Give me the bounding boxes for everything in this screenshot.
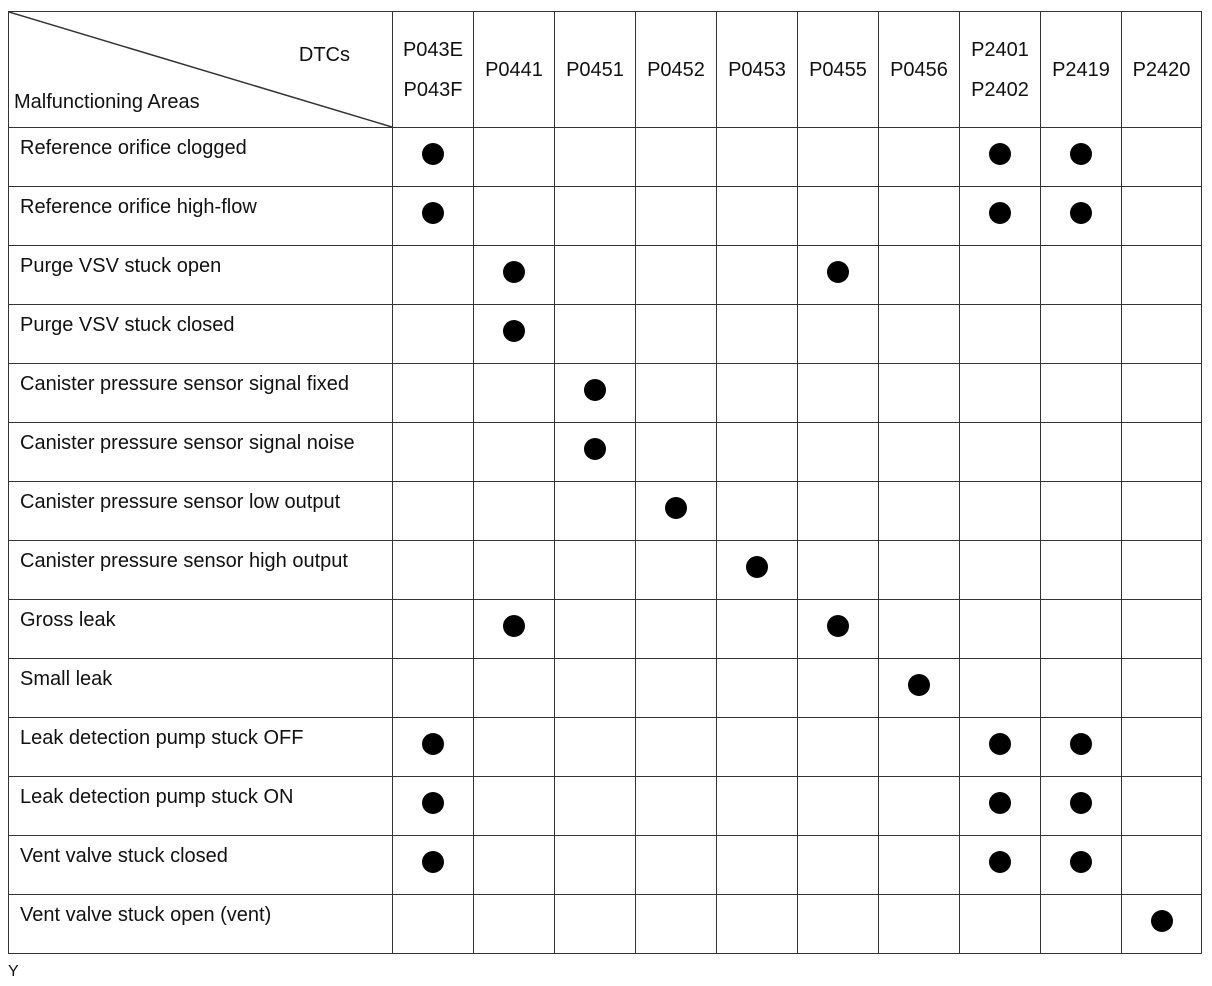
matrix-cell xyxy=(798,187,879,246)
matrix-cell xyxy=(717,836,798,895)
matrix-cell xyxy=(1041,305,1122,364)
dtc-code-label: P0456 xyxy=(890,58,948,81)
matrix-cell xyxy=(879,659,960,718)
matrix-cell xyxy=(717,777,798,836)
matrix-cell xyxy=(879,305,960,364)
matrix-cell xyxy=(393,600,474,659)
applicable-dot-icon xyxy=(1070,143,1092,165)
matrix-cell xyxy=(798,246,879,305)
dtc-column-header xyxy=(717,12,798,128)
corner-header-cell xyxy=(9,12,393,128)
matrix-cell xyxy=(879,895,960,954)
matrix-cell xyxy=(960,718,1041,777)
matrix-cell xyxy=(798,128,879,187)
matrix-cell xyxy=(1041,541,1122,600)
matrix-cell xyxy=(636,187,717,246)
matrix-cell xyxy=(636,423,717,482)
matrix-cell xyxy=(798,482,879,541)
matrix-cell xyxy=(555,718,636,777)
matrix-cell xyxy=(798,836,879,895)
matrix-cell xyxy=(717,482,798,541)
table-row xyxy=(9,600,1202,659)
matrix-cell xyxy=(960,187,1041,246)
matrix-cell xyxy=(717,246,798,305)
matrix-cell xyxy=(636,482,717,541)
matrix-cell xyxy=(798,305,879,364)
matrix-cell xyxy=(1122,423,1202,482)
applicable-dot-icon xyxy=(908,674,930,696)
matrix-cell xyxy=(1122,659,1202,718)
matrix-cell xyxy=(960,423,1041,482)
matrix-cell xyxy=(960,895,1041,954)
malfunction-area-label: Purge VSV stuck open xyxy=(9,246,393,305)
table-row xyxy=(9,777,1202,836)
matrix-cell xyxy=(1041,777,1122,836)
matrix-cell xyxy=(636,128,717,187)
matrix-cell xyxy=(1122,895,1202,954)
dtc-code-label: P2420 xyxy=(1132,58,1191,81)
applicable-dot-icon xyxy=(827,615,849,637)
matrix-cell xyxy=(393,246,474,305)
applicable-dot-icon xyxy=(989,733,1011,755)
matrix-cell xyxy=(1122,600,1202,659)
matrix-cell xyxy=(555,541,636,600)
matrix-cell xyxy=(798,659,879,718)
applicable-dot-icon xyxy=(503,615,525,637)
malfunctioning-areas-header-label: Malfunctioning Areas xyxy=(14,91,200,113)
matrix-cell xyxy=(879,482,960,541)
matrix-cell xyxy=(474,718,555,777)
matrix-cell xyxy=(393,777,474,836)
matrix-cell xyxy=(474,128,555,187)
dtc-code-label: P2402 xyxy=(971,78,1029,101)
matrix-cell xyxy=(879,718,960,777)
matrix-cell xyxy=(879,836,960,895)
matrix-cell xyxy=(879,187,960,246)
malfunction-area-label: Gross leak xyxy=(9,600,393,659)
matrix-cell xyxy=(717,541,798,600)
matrix-cell xyxy=(474,600,555,659)
matrix-cell xyxy=(960,246,1041,305)
matrix-cell xyxy=(1041,895,1122,954)
matrix-cell xyxy=(636,718,717,777)
table-row xyxy=(9,836,1202,895)
matrix-cell xyxy=(1122,305,1202,364)
matrix-cell xyxy=(636,364,717,423)
matrix-cell xyxy=(960,777,1041,836)
matrix-cell xyxy=(960,128,1041,187)
matrix-cell xyxy=(555,246,636,305)
dtc-code-label: P0441 xyxy=(485,58,543,81)
table-row xyxy=(9,541,1202,600)
malfunction-area-label: Canister pressure sensor signal fixed xyxy=(9,364,393,423)
matrix-cell xyxy=(717,305,798,364)
applicable-dot-icon xyxy=(422,851,444,873)
matrix-cell xyxy=(393,541,474,600)
matrix-cell xyxy=(960,364,1041,423)
figure-code-label: Y xyxy=(8,963,19,980)
dtc-matrix-table xyxy=(8,11,1202,954)
matrix-cell xyxy=(555,777,636,836)
matrix-cell xyxy=(879,541,960,600)
matrix-cell xyxy=(1122,246,1202,305)
matrix-cell xyxy=(798,423,879,482)
matrix-cell xyxy=(474,187,555,246)
header-row xyxy=(9,12,1202,128)
matrix-cell xyxy=(393,128,474,187)
matrix-cell xyxy=(1122,777,1202,836)
matrix-cell xyxy=(1041,364,1122,423)
matrix-cell xyxy=(1041,600,1122,659)
applicable-dot-icon xyxy=(1151,910,1173,932)
matrix-cell xyxy=(717,128,798,187)
dtc-column-header xyxy=(636,12,717,128)
matrix-cell xyxy=(474,305,555,364)
dtc-column-header xyxy=(1041,12,1122,128)
malfunction-area-label: Vent valve stuck open (vent) xyxy=(9,895,393,954)
matrix-cell xyxy=(393,836,474,895)
matrix-cell xyxy=(393,187,474,246)
dtc-column-header xyxy=(879,12,960,128)
matrix-cell xyxy=(555,895,636,954)
matrix-cell xyxy=(636,246,717,305)
dtc-code-label: P2401 xyxy=(971,38,1029,61)
matrix-cell xyxy=(1041,128,1122,187)
applicable-dot-icon xyxy=(989,143,1011,165)
matrix-cell xyxy=(1041,246,1122,305)
matrix-cell xyxy=(474,246,555,305)
matrix-cell xyxy=(555,482,636,541)
matrix-cell xyxy=(1122,482,1202,541)
matrix-cell xyxy=(960,659,1041,718)
matrix-cell xyxy=(1041,482,1122,541)
matrix-cell xyxy=(555,187,636,246)
malfunction-area-label: Canister pressure sensor low output xyxy=(9,482,393,541)
table-row xyxy=(9,895,1202,954)
applicable-dot-icon xyxy=(422,792,444,814)
matrix-cell xyxy=(474,836,555,895)
table-row xyxy=(9,482,1202,541)
matrix-cell xyxy=(1122,187,1202,246)
matrix-cell xyxy=(393,482,474,541)
matrix-cell xyxy=(555,836,636,895)
matrix-cell xyxy=(1041,836,1122,895)
applicable-dot-icon xyxy=(989,851,1011,873)
applicable-dot-icon xyxy=(503,261,525,283)
malfunction-area-label: Small leak xyxy=(9,659,393,718)
applicable-dot-icon xyxy=(746,556,768,578)
table-row xyxy=(9,187,1202,246)
applicable-dot-icon xyxy=(1070,792,1092,814)
applicable-dot-icon xyxy=(422,733,444,755)
dtc-code-label: P0451 xyxy=(566,58,624,81)
matrix-cell xyxy=(960,600,1041,659)
matrix-cell xyxy=(1041,718,1122,777)
table-row xyxy=(9,128,1202,187)
dtc-code-label: P0452 xyxy=(647,58,705,81)
matrix-cell xyxy=(393,718,474,777)
applicable-dot-icon xyxy=(422,202,444,224)
applicable-dot-icon xyxy=(422,143,444,165)
malfunction-area-label: Canister pressure sensor signal noise xyxy=(9,423,393,482)
malfunction-area-label: Canister pressure sensor high output xyxy=(9,541,393,600)
table-row xyxy=(9,305,1202,364)
dtc-code-label: P043E xyxy=(402,38,464,61)
matrix-cell xyxy=(474,541,555,600)
dtc-column-header xyxy=(798,12,879,128)
matrix-cell xyxy=(1041,659,1122,718)
matrix-cell xyxy=(393,364,474,423)
matrix-cell xyxy=(474,895,555,954)
matrix-cell xyxy=(636,305,717,364)
matrix-cell xyxy=(636,836,717,895)
matrix-cell xyxy=(879,246,960,305)
matrix-cell xyxy=(1122,541,1202,600)
matrix-cell xyxy=(960,482,1041,541)
dtc-code-label: P2419 xyxy=(1052,58,1110,81)
malfunction-area-label: Vent valve stuck closed xyxy=(9,836,393,895)
dtc-code-label: P0453 xyxy=(728,58,786,81)
matrix-cell xyxy=(717,187,798,246)
applicable-dot-icon xyxy=(1070,851,1092,873)
matrix-cell xyxy=(555,364,636,423)
applicable-dot-icon xyxy=(827,261,849,283)
dtc-column-header xyxy=(1122,12,1202,128)
malfunction-area-label: Reference orifice clogged xyxy=(9,128,393,187)
matrix-cell xyxy=(1122,128,1202,187)
matrix-cell xyxy=(1041,187,1122,246)
matrix-cell xyxy=(393,659,474,718)
matrix-cell xyxy=(798,541,879,600)
matrix-cell xyxy=(960,541,1041,600)
malfunction-area-label: Leak detection pump stuck OFF xyxy=(9,718,393,777)
table-row xyxy=(9,246,1202,305)
dtc-column-header xyxy=(474,12,555,128)
applicable-dot-icon xyxy=(584,379,606,401)
matrix-cell xyxy=(717,423,798,482)
matrix-cell xyxy=(879,600,960,659)
applicable-dot-icon xyxy=(584,438,606,460)
matrix-cell xyxy=(636,777,717,836)
applicable-dot-icon xyxy=(665,497,687,519)
matrix-cell xyxy=(474,777,555,836)
matrix-cell xyxy=(717,659,798,718)
matrix-cell xyxy=(879,128,960,187)
matrix-cell xyxy=(798,600,879,659)
matrix-cell xyxy=(1041,423,1122,482)
matrix-cell xyxy=(1122,364,1202,423)
matrix-cell xyxy=(474,482,555,541)
matrix-cell xyxy=(555,305,636,364)
matrix-cell xyxy=(717,600,798,659)
applicable-dot-icon xyxy=(1070,733,1092,755)
table-row xyxy=(9,659,1202,718)
applicable-dot-icon xyxy=(989,202,1011,224)
matrix-cell xyxy=(555,659,636,718)
table-row xyxy=(9,718,1202,777)
matrix-cell xyxy=(798,777,879,836)
dtc-column-header xyxy=(555,12,636,128)
dtc-column-header xyxy=(393,12,474,128)
applicable-dot-icon xyxy=(503,320,525,342)
malfunction-area-label: Leak detection pump stuck ON xyxy=(9,777,393,836)
matrix-cell xyxy=(393,423,474,482)
matrix-cell xyxy=(717,895,798,954)
matrix-cell xyxy=(960,836,1041,895)
applicable-dot-icon xyxy=(1070,202,1092,224)
dtc-code-label: P0455 xyxy=(809,58,867,81)
applicable-dot-icon xyxy=(989,792,1011,814)
matrix-cell xyxy=(555,128,636,187)
malfunction-area-label: Reference orifice high-flow xyxy=(9,187,393,246)
matrix-cell xyxy=(393,895,474,954)
matrix-cell xyxy=(717,364,798,423)
matrix-cell xyxy=(798,364,879,423)
matrix-cell xyxy=(798,895,879,954)
table-row xyxy=(9,364,1202,423)
malfunction-area-label: Purge VSV stuck closed xyxy=(9,305,393,364)
table-row xyxy=(9,423,1202,482)
matrix-cell xyxy=(717,718,798,777)
matrix-cell xyxy=(555,600,636,659)
dtc-code-label: P043F xyxy=(403,78,463,101)
matrix-cell xyxy=(636,600,717,659)
matrix-cell xyxy=(1122,718,1202,777)
matrix-cell xyxy=(474,659,555,718)
matrix-cell xyxy=(879,423,960,482)
matrix-cell xyxy=(960,305,1041,364)
matrix-cell xyxy=(636,895,717,954)
matrix-cell xyxy=(636,541,717,600)
matrix-cell xyxy=(474,423,555,482)
matrix-cell xyxy=(879,777,960,836)
matrix-cell xyxy=(636,659,717,718)
matrix-cell xyxy=(798,718,879,777)
dtc-column-header xyxy=(960,12,1041,128)
matrix-cell xyxy=(1122,836,1202,895)
matrix-cell xyxy=(393,305,474,364)
matrix-cell xyxy=(474,364,555,423)
matrix-cell xyxy=(555,423,636,482)
dtcs-header-label: DTCs xyxy=(298,44,350,66)
matrix-cell xyxy=(879,364,960,423)
